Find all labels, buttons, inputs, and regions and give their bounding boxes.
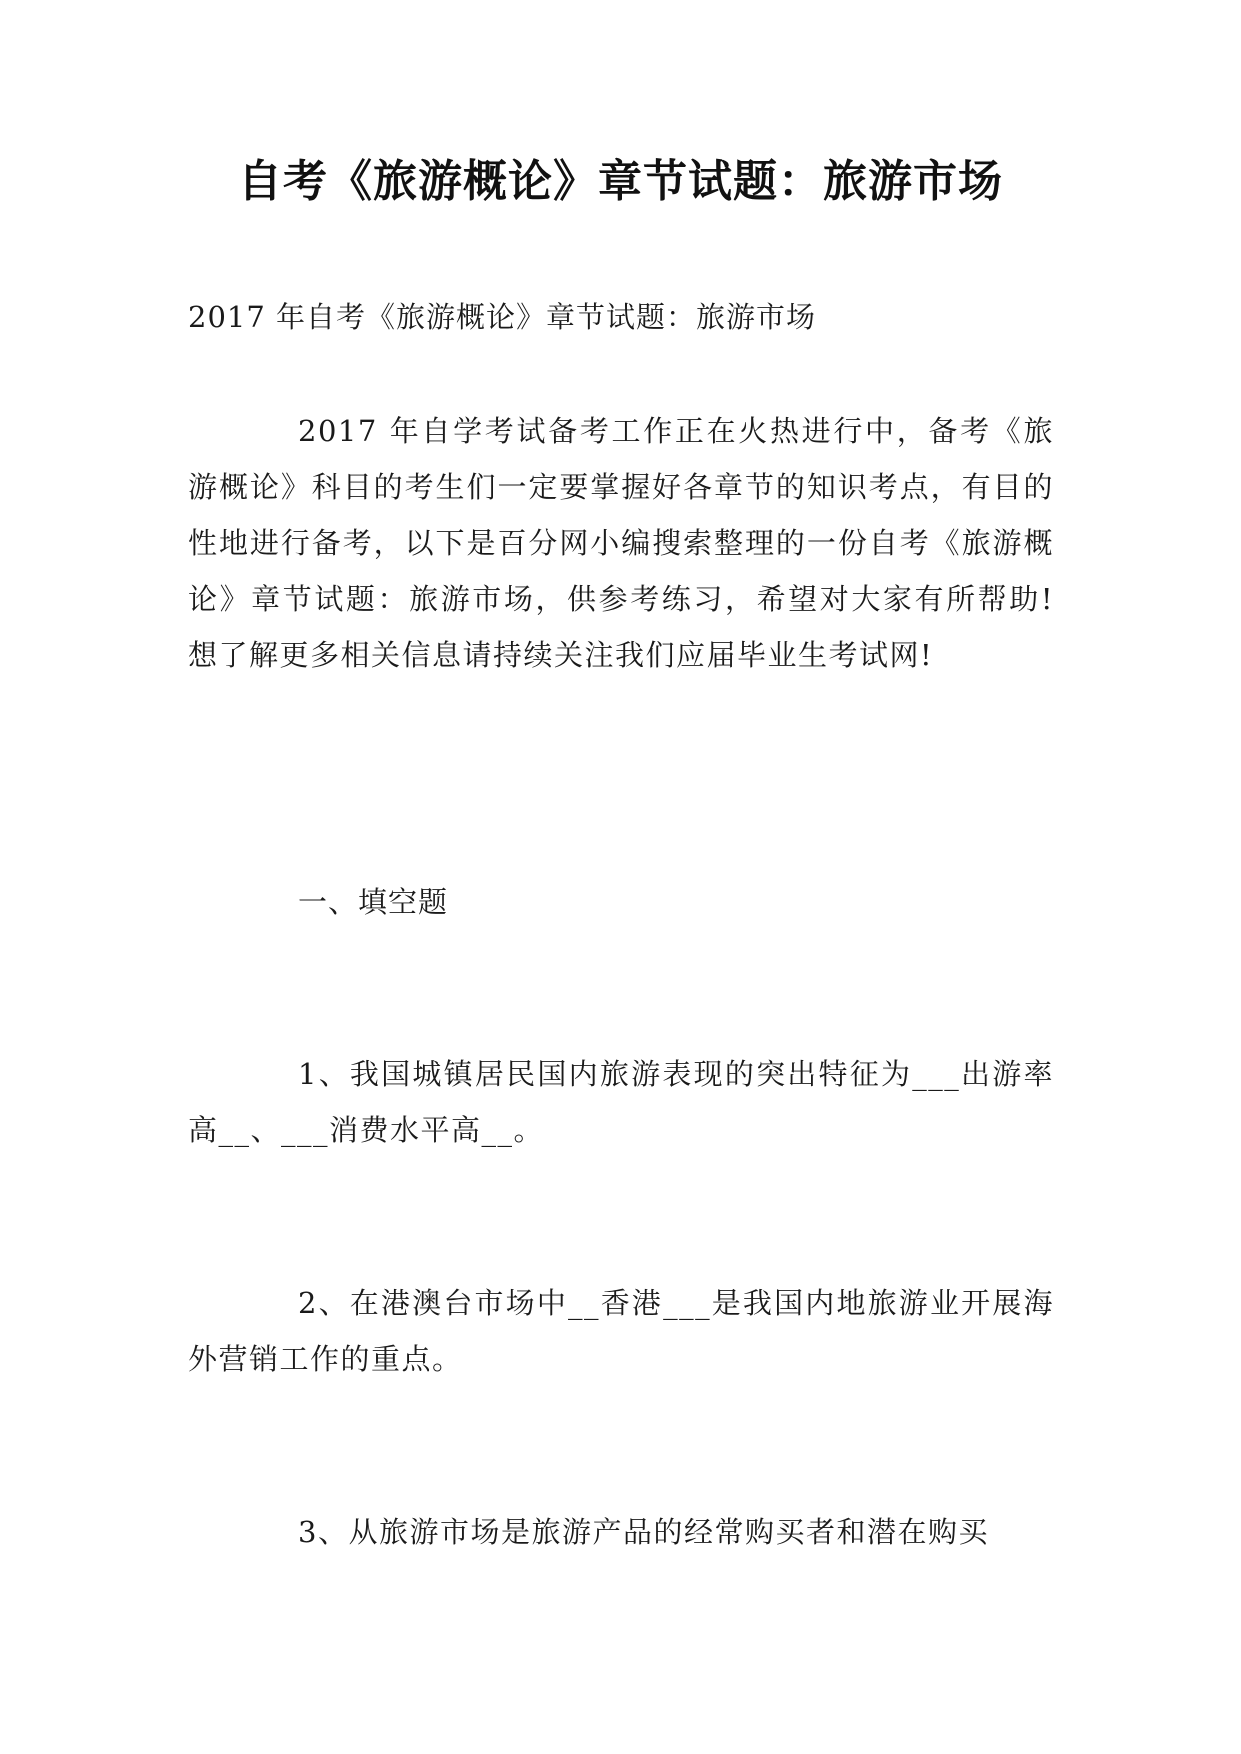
- document-subtitle: 2017 年自考《旅游概论》章节试题：旅游市场: [188, 300, 817, 334]
- document-title: 自考《旅游概论》章节试题：旅游市场: [238, 156, 1003, 207]
- question-2: 2、在港澳台市场中__香港___是我国内地旅游业开展海外营销工作的重点。: [188, 1286, 1054, 1376]
- question-1: 1、我国城镇居民国内旅游表现的突出特征为___出游率高__、___消费水平高__。: [188, 1057, 1054, 1147]
- question-3: 3、从旅游市场是旅游产品的经常购买者和潜在购买: [298, 1515, 989, 1549]
- section-heading: 一、填空题: [298, 885, 449, 919]
- intro-paragraph: 2017 年自学考试备考工作正在火热进行中，备考《旅游概论》科目的考生们一定要掌握好各章节的知识考点，有目的性地进行备考，以下是百分网小编搜索整理的一份自考《旅游概论》章节试题：旅游市场，供参考练习，希望对大家有所帮助!想了解更多相关信息请持续关注我们应届毕业生考试网!: [188, 414, 1054, 672]
